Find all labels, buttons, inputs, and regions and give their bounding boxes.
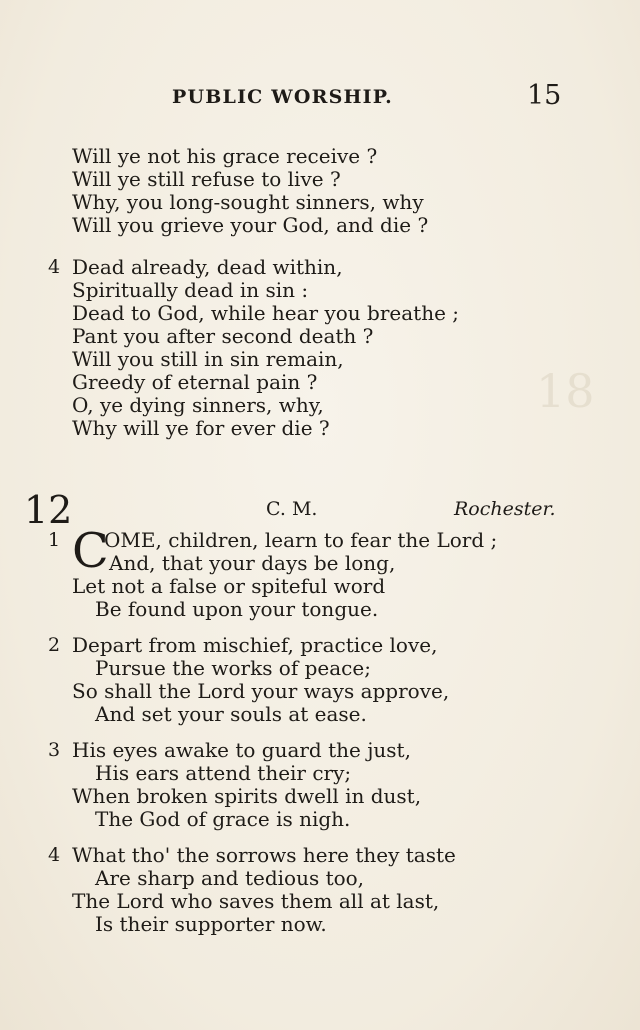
verse-line: His eyes awake to guard the just, [72, 738, 411, 762]
verse-line: The Lord who saves them all at last, [72, 889, 440, 913]
hymn-number: 12 [24, 488, 73, 532]
verse-line: So shall the Lord your ways approve, [72, 679, 450, 703]
verse-line: Why, you long-sought sinners, why [72, 190, 424, 214]
verse-line: Will ye still refuse to live ? [72, 167, 341, 191]
verse-line: Why will ye for ever die ? [72, 416, 330, 440]
drop-cap: C [72, 523, 109, 579]
verse-line: The God of grace is nigh. [95, 807, 351, 831]
verse-line: Dead to God, while hear you breathe ; [72, 301, 460, 325]
verse-number: 3 [48, 739, 61, 761]
verse-line: What tho' the sorrows here they taste [72, 843, 456, 867]
verse-line: Are sharp and tedious too, [95, 866, 365, 890]
verse-line: Will you grieve your God, and die ? [72, 213, 429, 237]
verse-line: Is their supporter now. [95, 912, 327, 936]
hymn-meter: C. M. [266, 498, 318, 520]
verse-line: And, that your days be long, [109, 551, 396, 575]
page-number: 15 [527, 80, 562, 111]
verse-number: 2 [48, 634, 61, 656]
verse-line: When broken spirits dwell in dust, [72, 784, 422, 808]
verse-line: Be found upon your tongue. [95, 597, 379, 621]
verse-number: 4 [48, 256, 61, 278]
verse-line: Pant you after second death ? [72, 324, 374, 348]
verse-number: 1 [48, 529, 61, 551]
verse-line: Will ye not his grace receive ? [72, 144, 378, 168]
verse-line: His ears attend their cry; [95, 761, 352, 785]
bleed-through-mark: 18 [536, 364, 595, 418]
hymn-tune: Rochester. [454, 498, 556, 520]
verse-line: Let not a false or spiteful word [72, 574, 386, 598]
verse-line: Will you still in sin remain, [72, 347, 344, 371]
verse-line: O, ye dying sinners, why, [72, 393, 324, 417]
running-header: PUBLIC WORSHIP. [172, 86, 393, 108]
verse-line: Pursue the works of peace; [95, 656, 371, 680]
verse-line: And set your souls at ease. [95, 702, 367, 726]
verse-line: Spiritually dead in sin : [72, 278, 309, 302]
verse-line: Depart from mischief, practice love, [72, 633, 438, 657]
verse-line: Dead already, dead within, [72, 255, 343, 279]
verse-number: 4 [48, 844, 61, 866]
verse-line: OME, children, learn to fear the Lord ; [104, 528, 498, 552]
verse-line: Greedy of eternal pain ? [72, 370, 318, 394]
